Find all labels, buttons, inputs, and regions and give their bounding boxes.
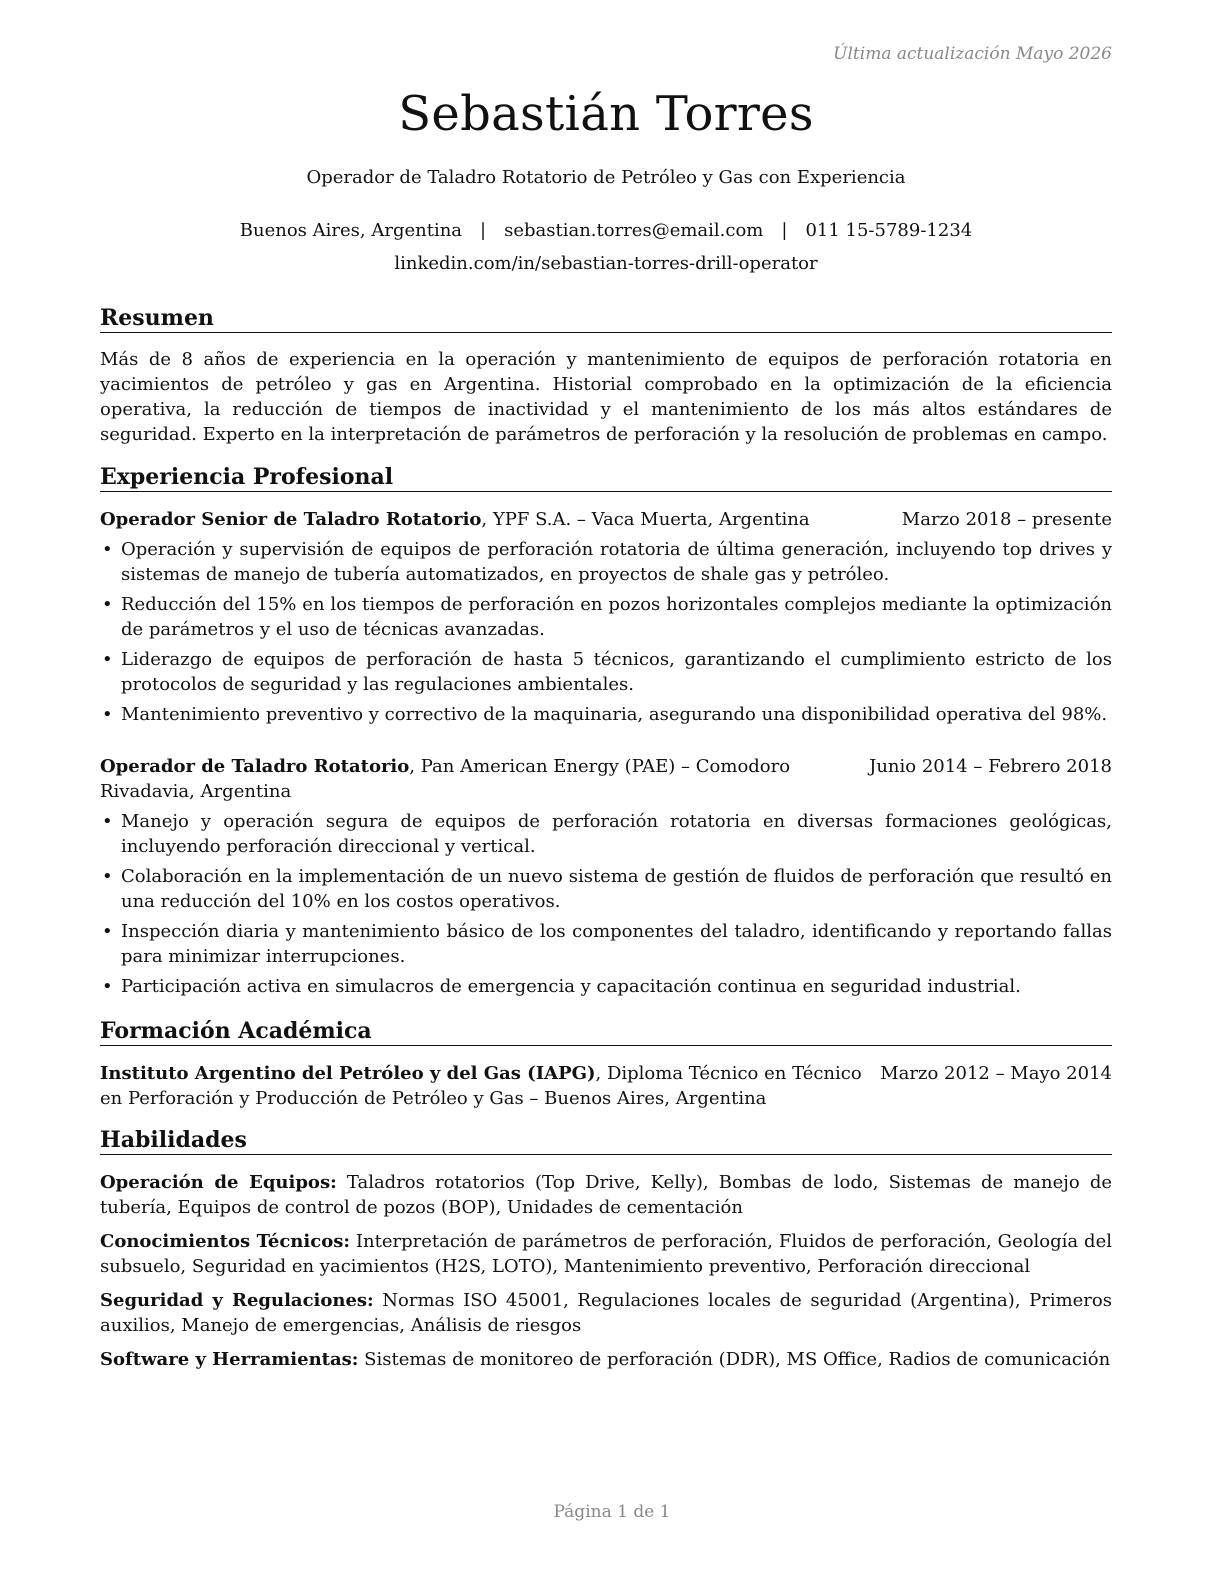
job-header xyxy=(100,754,1112,804)
list-item: • Operación y supervisión de equipos de perforación rotatoria de última generación, incluyendo top drives y sistemas de manejo de tubería automatizados, en proyectos de shale gas y petróleo. xyxy=(100,537,1112,587)
section-heading-summary: Resumen xyxy=(100,304,1112,333)
linkedin-link[interactable]: linkedin.com/in/sebastian-torres-drill-operator xyxy=(394,253,818,274)
skill-text: Sistemas de monitoreo de perforación (DDR), MS Office, Radios de comunicación xyxy=(358,1349,1111,1370)
candidate-title: Operador de Taladro Rotatorio de Petróleo y Gas con Experiencia xyxy=(306,167,906,188)
email-link[interactable]: sebastian.torres@email.com xyxy=(504,220,764,241)
job-bullets xyxy=(100,537,1112,732)
location: Buenos Aires, Argentina xyxy=(239,220,463,241)
list-item: • Manejo y operación segura de equipos de perforación rotatoria en diversas formaciones geológicas, incluyendo perforación direccional y vertical. xyxy=(100,809,1112,859)
skill-row xyxy=(100,1347,1112,1372)
candidate-name: Sebastián Torres xyxy=(398,86,814,142)
skill-label: Conocimientos Técnicos: xyxy=(100,1231,350,1252)
skill-row xyxy=(100,1170,1112,1220)
job-dates: Junio 2014 – Febrero 2018 xyxy=(865,754,1112,779)
summary-text: Más de 8 años de experiencia en la operación y mantenimiento de equipos de perforación rotatoria en yacimientos de petróleo y gas en Argentina. Historial comprobado en la optimización de la eficiencia operativa, la reducción de tiempos de inactividad y el mantenimiento de los más altos estándares de seguridad. Experto en la interpretación de parámetros de perforación y la resolución de problemas en campo. xyxy=(100,349,1112,445)
skill-text: Taladros rotatorios (Top Drive, Kelly), Bombas de lodo, Sistemas de manejo de tubería, Equipos de control de pozos (BOP), Unidades de cementación xyxy=(100,1172,1112,1218)
section-heading-education: Formación Académica xyxy=(100,1017,1112,1046)
job-company: , YPF S.A. – Vaca Muerta, Argentina xyxy=(481,509,810,530)
skill-text: Interpretación de parámetros de perforación, Fluidos de perforación, Geología del subsuelo, Seguridad en yacimientos (H2S, LOTO), Mantenimiento preventivo, Perforación direccional xyxy=(100,1231,1112,1277)
phone-number: 011 15-5789-1234 xyxy=(805,220,973,241)
job-role: Operador de Taladro Rotatorio xyxy=(100,756,410,777)
section-heading-experience: Experiencia Profesional xyxy=(100,463,1112,492)
contact-line xyxy=(100,220,1112,241)
education-dates: Marzo 2012 – Mayo 2014 xyxy=(876,1061,1112,1086)
list-item: • Inspección diaria y mantenimiento básico de los componentes del taladro, identificando y reportando fallas para minimizar interrupciones. xyxy=(100,919,1112,969)
job-bullets xyxy=(100,809,1112,1004)
job-header xyxy=(100,507,1112,532)
job-dates: Marzo 2018 – presente xyxy=(898,507,1112,532)
skill-label: Software y Herramientas: xyxy=(100,1349,359,1370)
job-company: , Pan American Energy (PAE) – Comodoro Rivadavia, Argentina xyxy=(100,756,791,802)
section-heading-skills: Habilidades xyxy=(100,1126,1112,1155)
skill-text: Normas ISO 45001, Regulaciones locales de seguridad (Argentina), Primeros auxilios, Manejo de emergencias, Análisis de riesgos xyxy=(100,1290,1112,1336)
page-number: Página 1 de 1 xyxy=(553,1502,671,1522)
education-institution: Instituto Argentino del Petróleo y del Gas (IAPG) xyxy=(100,1063,596,1084)
contact-separator: | xyxy=(480,220,487,241)
job-role: Operador Senior de Taladro Rotatorio xyxy=(100,509,482,530)
education-detail: , Diploma Técnico en Técnico en Perforación y Producción de Petróleo y Gas – Buenos Aires, Argentina xyxy=(100,1063,862,1109)
list-item: • Mantenimiento preventivo y correctivo de la maquinaria, asegurando una disponibilidad operativa del 98%. xyxy=(100,702,1112,727)
contact-separator: | xyxy=(781,220,788,241)
list-item: • Participación activa en simulacros de emergencia y capacitación continua en seguridad industrial. xyxy=(100,974,1112,999)
list-item: • Colaboración en la implementación de un nuevo sistema de gestión de fluidos de perforación que resultó en una reducción del 10% en los costos operativos. xyxy=(100,864,1112,914)
list-item: • Liderazgo de equipos de perforación de hasta 5 técnicos, garantizando el cumplimiento estricto de los protocolos de seguridad y las regulaciones ambientales. xyxy=(100,647,1112,697)
list-item: • Reducción del 15% en los tiempos de perforación en pozos horizontales complejos mediante la optimización de parámetros y el uso de técnicas avanzadas. xyxy=(100,592,1112,642)
skill-label: Seguridad y Regulaciones: xyxy=(100,1290,374,1311)
skill-row xyxy=(100,1229,1112,1279)
education-entry xyxy=(100,1061,1112,1111)
skill-row xyxy=(100,1288,1112,1338)
skill-label: Operación de Equipos: xyxy=(100,1172,337,1193)
last-updated: Última actualización Mayo 2026 xyxy=(833,44,1112,64)
